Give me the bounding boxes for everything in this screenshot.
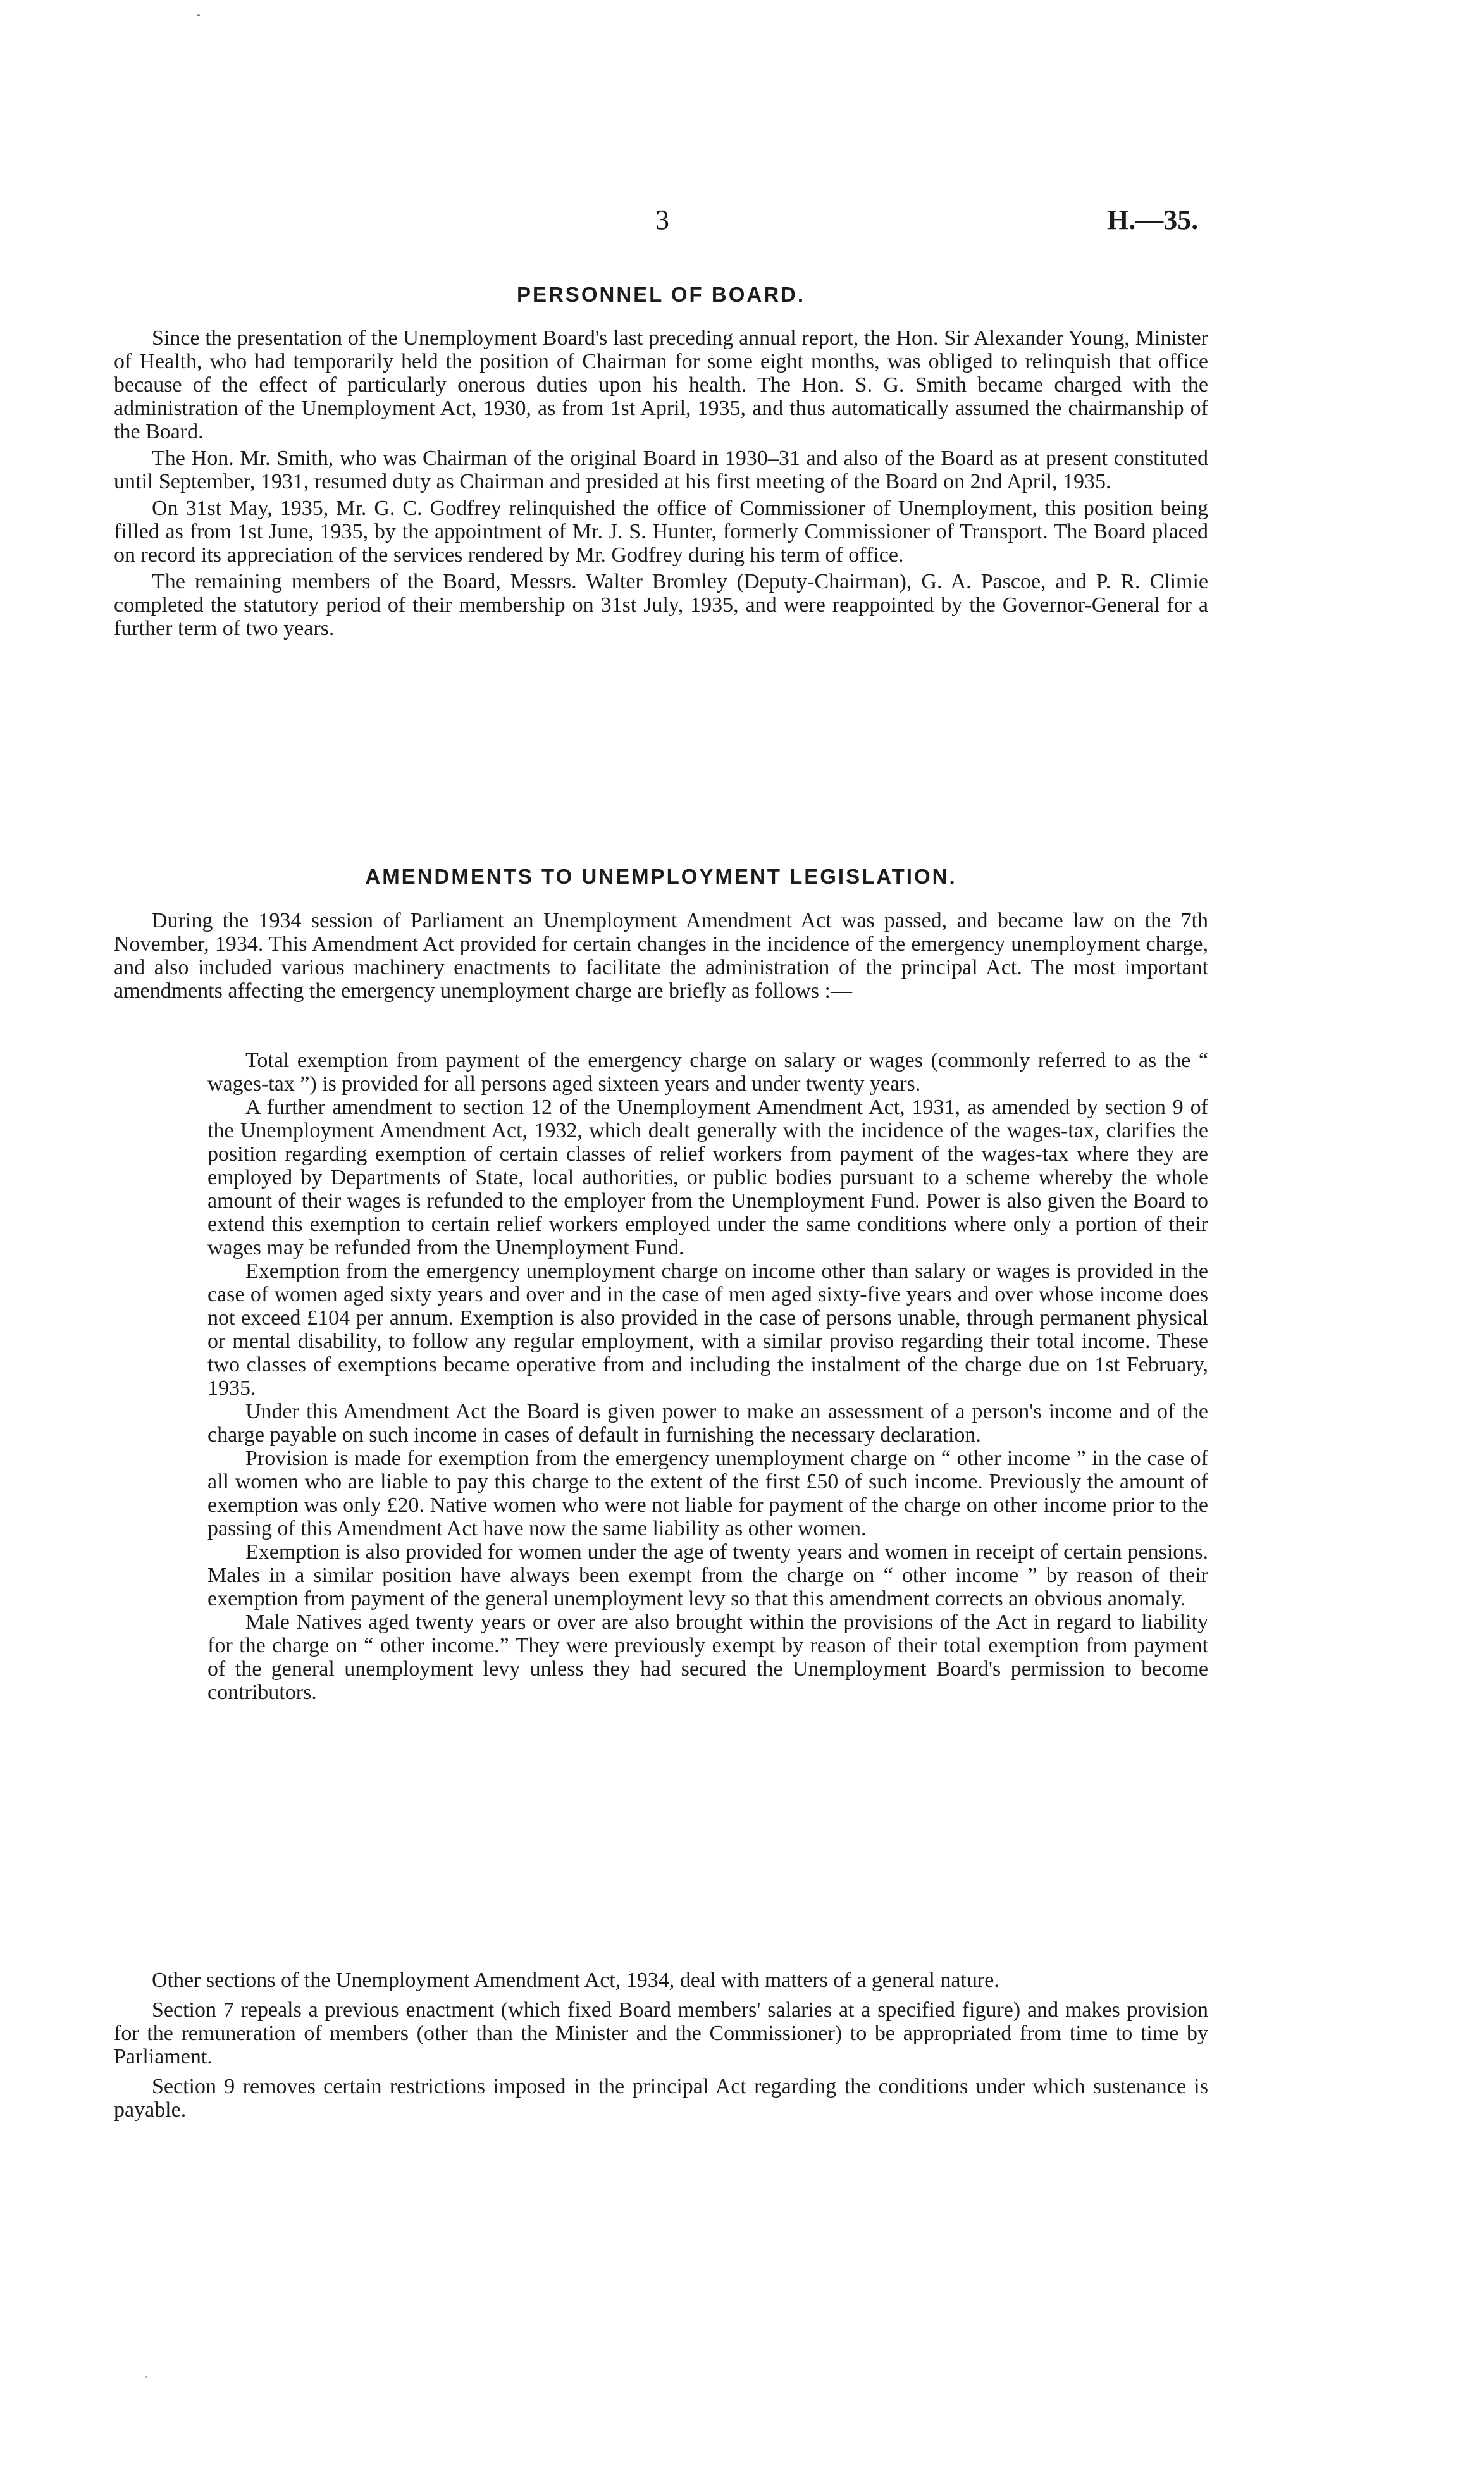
paragraph: Other sections of the Unemployment Amendment Act, 1934, deal with matters of a general nature. bbox=[152, 1969, 999, 1992]
amendment-item: Under this Amendment Act the Board is given power to make an assessment of a person's income and of the charge payable on such income in cases of default in furnishing the necessary declaration. bbox=[207, 1400, 1208, 1447]
paragraph: The remaining members of the Board, Messrs. Walter Bromley (Deputy-Chairman), G. A. Pascoe, and P. R. Climie completed the statutory period of their membership on 31st July, 1935, and were reappointed by the Governor-General for a further term of two years. bbox=[114, 570, 1208, 640]
amendment-item: Exemption from the emergency unemployment charge on income other than salary or wages is provided in the case of women aged sixty years and over and in the case of men aged sixty-five years and over whose income does not exceed £104 per annum. Exemption is also provided in the case of persons unable, through permanent physical or mental disability, to follow any regular employment, with a similar proviso regarding their total income. These two classes of exemptions became operative from and including the instalment of the charge due on 1st February, 1935. bbox=[207, 1259, 1208, 1400]
amendments-closing bbox=[114, 1969, 1208, 2128]
page-number: 3 bbox=[655, 204, 669, 235]
paragraph: Section 7 repeals a previous enactment (which fixed Board members' salaries at a specified figure) and makes provision for the remuneration of members (other than the Minister and the Commissioner) to be appropriated from time to time by Parliament. bbox=[114, 1998, 1208, 2068]
scan-speck bbox=[197, 14, 200, 16]
paragraph: During the 1934 session of Parliament an Unemployment Amendment Act was passed, and became law on the 7th November, 1934. This Amendment Act provided for certain changes in the incidence of the emergency unemployment charge, and also included various machinery enactments to facilitate the administration of the principal Act. The most important amendments affecting the emergency unemployment charge are briefly as follows :— bbox=[114, 909, 1208, 1003]
paragraph: The Hon. Mr. Smith, who was Chairman of the original Board in 1930–31 and also of the Board as at present constituted until September, 1931, resumed duty as Chairman and presided at his first meeting of the Board on 2nd April, 1935. bbox=[114, 447, 1208, 493]
scan-speck bbox=[145, 2376, 147, 2378]
paragraph: Since the presentation of the Unemployment Board's last preceding annual report, the Hon. Sir Alexander Young, Minister of Health, who had temporarily held the position of Chairman for some eight months, was obliged to relinquish that office because of the effect of particularly onerous duties upon his health. The Hon. S. G. Smith became charged with the administration of the Unemployment Act, 1930, as from 1st April, 1935, and thus automatically assumed the chairmanship of the Board. bbox=[114, 326, 1208, 443]
amendment-item: Provision is made for exemption from the emergency unemployment charge on “ other income ” in the case of all women who are liable to pay this charge to the extent of the first £50 of such income. Previously the amount of exemption was only £20. Native women who were not liable for payment of the charge on other income prior to the passing of this Amendment Act have now the same liability as other women. bbox=[207, 1447, 1208, 1540]
document-reference: H.—35. bbox=[1107, 204, 1199, 235]
amendments-intro bbox=[114, 909, 1208, 1006]
amendment-item: Male Natives aged twenty years or over are also brought within the provisions of the Act in regard to liability for the charge on “ other income.” They were previously exempt by reason of their total exemption from payment of the general unemployment levy unless they had secured the Unemployment Board's permission to become contributors. bbox=[207, 1610, 1208, 1704]
section-heading-amendments: AMENDMENTS TO UNEMPLOYMENT LEGISLATION. bbox=[365, 865, 957, 888]
amendment-item: A further amendment to section 12 of the Unemployment Amendment Act, 1931, as amended by section 9 of the Unemployment Amendment Act, 1932, which dealt generally with the incidence of the wages-tax, clarifies the position regarding exemption of certain classes of relief workers from payment of the wages-tax where they are employed by Departments of State, local authorities, or public bodies pursuant to a scheme whereby the whole amount of their wages is refunded to the employer from the Unemployment Fund. Power is also given the Board to extend this exemption to certain relief workers employed under the same conditions where only a portion of their wages may be refunded from the Unemployment Fund. bbox=[207, 1096, 1208, 1259]
paragraph: Section 9 removes certain restrictions imposed in the principal Act regarding the conditions under which sustenance is payable. bbox=[114, 2075, 1208, 2122]
paragraph: On 31st May, 1935, Mr. G. C. Godfrey relinquished the office of Commissioner of Unemployment, this position being filled as from 1st June, 1935, by the appointment of Mr. J. S. Hunter, formerly Commissioner of Transport. The Board placed on record its appreciation of the services rendered by Mr. Godfrey during his term of office. bbox=[114, 497, 1208, 567]
personnel-section bbox=[114, 326, 1208, 643]
amendment-item: Exemption is also provided for women under the age of twenty years and women in receipt of certain pensions. Males in a similar position have always been exempt from the charge on “ other income ” by reason of their exemption from payment of the general unemployment levy so that this amendment corrects an obvious anomaly. bbox=[207, 1540, 1208, 1610]
section-heading-personnel: PERSONNEL OF BOARD. bbox=[516, 283, 806, 306]
amendment-item: Total exemption from payment of the emergency charge on salary or wages (commonly referred to as the “ wages-tax ”) is provided for all persons aged sixteen years and under twenty years. bbox=[207, 1049, 1208, 1096]
amendments-list bbox=[207, 1049, 1208, 1704]
